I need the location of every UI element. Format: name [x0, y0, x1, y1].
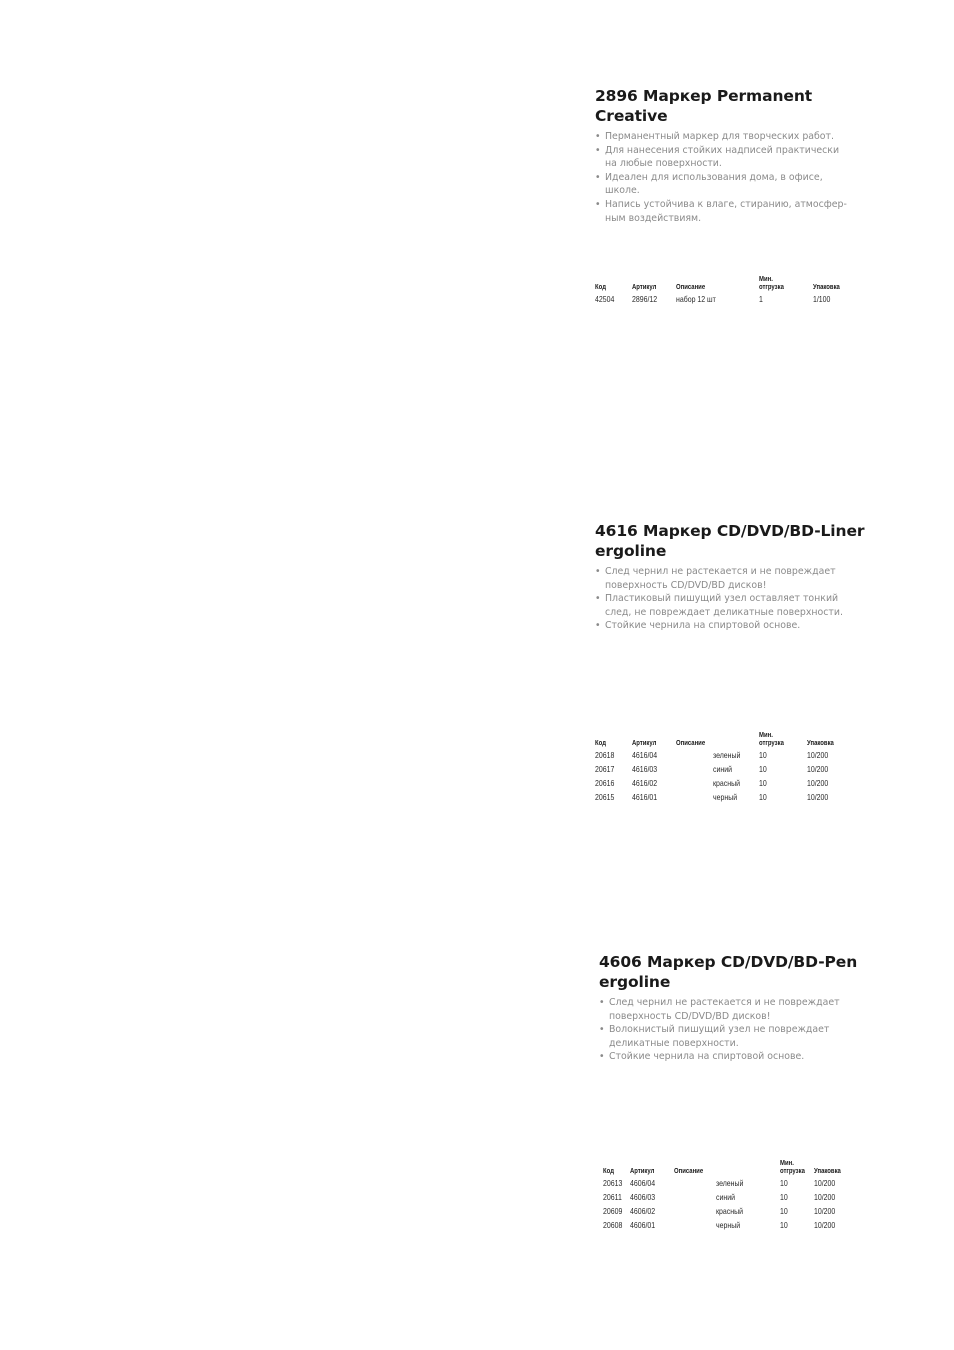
- header-min-line2: отгрузка: [780, 1167, 805, 1175]
- header-code: Код: [603, 1167, 614, 1175]
- cell-code: 20608: [603, 1221, 623, 1230]
- cell-min: 10: [780, 1193, 788, 1202]
- product-title-line2: ergoline: [599, 973, 671, 991]
- cell-min: 10: [759, 793, 767, 802]
- cell-article: 4606/02: [630, 1207, 656, 1216]
- product-title: [595, 86, 865, 126]
- cell-description: набор 12 шт: [676, 295, 716, 304]
- table-header: [603, 1157, 863, 1177]
- header-code: Код: [595, 283, 606, 291]
- cell-color: красный: [716, 1207, 744, 1216]
- header-code: Код: [595, 739, 606, 747]
- header-pack: Упаковка: [813, 283, 840, 291]
- product-table-2896: [595, 273, 865, 307]
- cell-min: 10: [759, 765, 767, 774]
- cell-article: 4606/01: [630, 1221, 656, 1230]
- cell-article: 4616/03: [632, 765, 658, 774]
- cell-article: 4616/01: [632, 793, 658, 802]
- header-pack: Упаковка: [814, 1167, 841, 1175]
- feature-item: • Идеален для использования дома, в офисе, школе.: [595, 171, 831, 198]
- header-article: Артикул: [630, 1167, 655, 1175]
- feature-item: • Для нанесения стойких надписей практически на любые поверхности.: [595, 144, 853, 171]
- header-min-line1: Мин.: [759, 276, 773, 283]
- header-min-line1: Мин.: [759, 732, 773, 739]
- product-title-line2: Creative: [595, 107, 668, 125]
- cell-article: 2896/12: [632, 295, 658, 304]
- header-pack: Упаковка: [807, 739, 834, 747]
- header-min-line2: отгрузка: [759, 283, 784, 291]
- cell-pack: 1/100: [813, 295, 831, 304]
- cell-code: 20617: [595, 765, 615, 774]
- table-row: [595, 763, 865, 777]
- product-table-4606: [603, 1157, 863, 1233]
- header-article: Артикул: [632, 283, 657, 291]
- cell-code: 20615: [595, 793, 615, 802]
- cell-color: зеленый: [716, 1179, 744, 1188]
- feature-item: • Напись устойчива к влаге, стиранию, атмосфер-ным воздействиям.: [595, 198, 853, 225]
- cell-pack: 10/200: [814, 1221, 836, 1230]
- cell-pack: 10/200: [807, 765, 829, 774]
- cell-code: 42504: [595, 295, 615, 304]
- header-min-shipment: [759, 732, 784, 747]
- cell-min: 10: [780, 1179, 788, 1188]
- cell-color: черный: [713, 793, 738, 802]
- cell-min: 1: [759, 295, 763, 304]
- header-description: Описание: [674, 1167, 704, 1175]
- table-row: [603, 1219, 863, 1233]
- header-article: Артикул: [632, 739, 657, 747]
- cell-article: 4616/04: [632, 751, 658, 760]
- cell-pack: 10/200: [814, 1179, 836, 1188]
- feature-list: [599, 996, 857, 1064]
- header-description: Описание: [676, 283, 706, 291]
- cell-code: 20609: [603, 1207, 623, 1216]
- table-header: [595, 273, 865, 293]
- cell-code: 20616: [595, 779, 615, 788]
- table-row: [595, 749, 865, 763]
- header-min-line2: отгрузка: [759, 739, 784, 747]
- table-row: [595, 791, 865, 805]
- table-row: [603, 1177, 863, 1191]
- feature-item: • Пластиковый пишущий узел оставляет тонкий след, не повреждает деликатные поверхности.: [595, 592, 853, 619]
- cell-code: 20613: [603, 1179, 623, 1188]
- product-table-4616: [595, 729, 865, 805]
- cell-color: красный: [713, 779, 741, 788]
- cell-color: синий: [713, 765, 732, 774]
- header-min-line1: Мин.: [780, 1160, 794, 1167]
- table-row: [603, 1205, 863, 1219]
- feature-item: • Стойкие чернила на спиртовой основе.: [599, 1050, 857, 1064]
- feature-item: • След чернил не растекается и не повреждает поверхность CD/DVD/BD дисков!: [595, 565, 843, 592]
- feature-item: • Стойкие чернила на спиртовой основе.: [595, 619, 853, 633]
- table-header: [595, 729, 865, 749]
- header-description: Описание: [676, 739, 706, 747]
- product-4606: [599, 952, 869, 1064]
- cell-pack: 10/200: [814, 1207, 836, 1216]
- table-row: [595, 777, 865, 791]
- product-title-line1: 4606 Маркер CD/DVD/BD-Pen: [599, 953, 858, 971]
- table-row: [595, 293, 865, 307]
- product-title: [595, 521, 865, 561]
- product-title: [599, 952, 869, 992]
- header-min-shipment: [759, 276, 784, 291]
- product-title-line1: 2896 Маркер Permanent: [595, 87, 813, 105]
- product-2896: [595, 86, 865, 225]
- cell-pack: 10/200: [807, 793, 829, 802]
- product-4616: [595, 521, 865, 633]
- cell-code: 20611: [603, 1193, 622, 1202]
- cell-code: 20618: [595, 751, 615, 760]
- product-title-line1: 4616 Маркер CD/DVD/BD-Liner: [595, 522, 865, 540]
- cell-min: 10: [759, 751, 767, 760]
- cell-pack: 10/200: [807, 779, 829, 788]
- cell-pack: 10/200: [814, 1193, 836, 1202]
- cell-article: 4606/04: [630, 1179, 656, 1188]
- feature-list: [595, 130, 853, 225]
- feature-item: • Перманентный маркер для творческих работ.: [595, 130, 853, 144]
- feature-item: • Волокнистый пишущий узел не повреждает деликатные поверхности.: [599, 1023, 845, 1050]
- product-title-line2: ergoline: [595, 542, 667, 560]
- cell-min: 10: [780, 1221, 788, 1230]
- header-min-shipment: [780, 1160, 805, 1175]
- cell-color: черный: [716, 1221, 741, 1230]
- table-row: [603, 1191, 863, 1205]
- cell-min: 10: [780, 1207, 788, 1216]
- feature-item: • След чернил не растекается и не повреждает поверхность CD/DVD/BD дисков!: [599, 996, 847, 1023]
- cell-min: 10: [759, 779, 767, 788]
- cell-article: 4616/02: [632, 779, 658, 788]
- feature-list: [595, 565, 853, 633]
- cell-color: синий: [716, 1193, 735, 1202]
- cell-color: зеленый: [713, 751, 741, 760]
- cell-article: 4606/03: [630, 1193, 656, 1202]
- cell-pack: 10/200: [807, 751, 829, 760]
